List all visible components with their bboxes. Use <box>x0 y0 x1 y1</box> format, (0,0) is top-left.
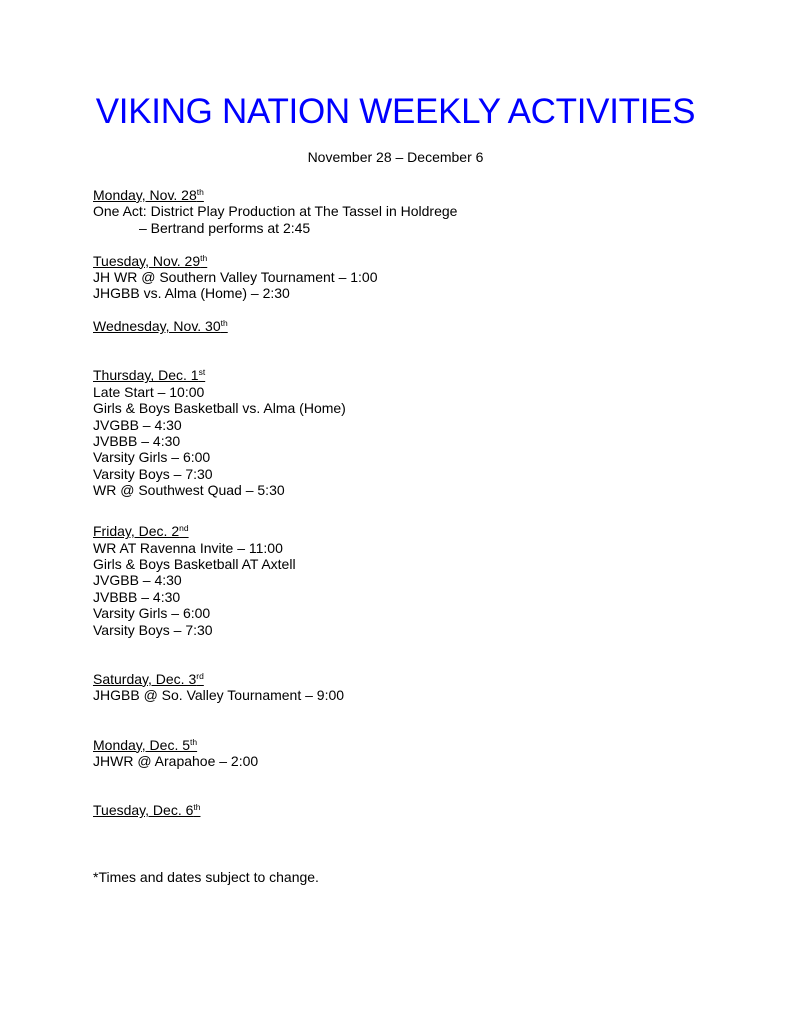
day-heading <box>93 523 189 539</box>
event-item: JVGBB – 4:30 <box>93 572 182 589</box>
day-section <box>93 737 753 770</box>
day-heading-text: Monday, Nov. 28 <box>93 187 197 203</box>
event-list <box>93 540 753 638</box>
day-heading-suffix: th <box>193 802 201 813</box>
day-section <box>93 367 753 498</box>
day-heading-text: Monday, Dec. 5 <box>93 736 191 753</box>
event-item: Late Start – 10:00 <box>93 383 205 400</box>
event-item: One Act: District Play Production at The Tassel in Holdrege <box>93 203 458 220</box>
event-list <box>93 384 753 499</box>
event-item: Varsity Girls – 6:00 <box>93 449 211 466</box>
day-heading-suffix: th <box>200 252 208 263</box>
day-heading-text: Tuesday, Nov. 29 <box>93 252 201 269</box>
day-heading <box>93 802 200 818</box>
day-section <box>93 671 753 704</box>
schedule <box>93 187 753 819</box>
event-item: JH WR @ Southern Valley Tournament – 1:00 <box>93 269 378 286</box>
day-heading-suffix: nd <box>179 523 189 534</box>
day-section <box>93 253 753 302</box>
event-item: Varsity Girls – 6:00 <box>93 605 211 622</box>
event-list <box>93 687 753 703</box>
event-list <box>93 753 753 769</box>
day-heading <box>93 671 204 687</box>
event-item: JHGBB vs. Alma (Home) – 2:30 <box>93 285 290 302</box>
day-section <box>93 318 753 334</box>
day-heading-suffix: th <box>190 736 198 747</box>
day-heading <box>93 318 228 334</box>
event-item: Varsity Boys – 7:30 <box>93 465 213 482</box>
event-list <box>93 203 753 236</box>
date-range: November 28 – December 6 <box>307 149 484 165</box>
page-title: VIKING NATION WEEKLY ACTIVITIES <box>95 92 696 131</box>
day-heading-suffix: st <box>198 367 206 378</box>
day-heading <box>93 367 205 383</box>
day-heading-text: Wednesday, Nov. 30 <box>93 318 221 335</box>
event-item: Girls & Boys Basketball AT Axtell <box>93 556 296 573</box>
day-heading-text: Friday, Dec. 2 <box>93 523 180 540</box>
day-heading-text: Saturday, Dec. 3 <box>93 670 197 687</box>
event-item: JVBBB – 4:30 <box>93 433 181 450</box>
event-item: WR AT Ravenna Invite – 11:00 <box>93 539 283 556</box>
event-item: JVBBB – 4:30 <box>93 588 181 605</box>
footnote: *Times and dates subject to change. <box>93 869 319 885</box>
day-heading-suffix: rd <box>196 670 204 681</box>
day-section <box>93 523 753 638</box>
day-section <box>93 187 753 236</box>
event-item: Girls & Boys Basketball vs. Alma (Home) <box>93 400 346 417</box>
day-heading-text: Thursday, Dec. 1 <box>93 367 199 384</box>
event-item: Varsity Boys – 7:30 <box>93 621 213 638</box>
day-heading <box>93 737 197 753</box>
day-heading-suffix: th <box>220 318 228 329</box>
event-item: WR @ Southwest Quad – 5:30 <box>93 482 285 499</box>
day-heading <box>93 187 204 203</box>
day-heading-text: Tuesday, Dec. 6 <box>93 802 194 819</box>
event-item: JVGBB – 4:30 <box>93 416 182 433</box>
event-list <box>93 269 753 302</box>
day-section <box>93 802 753 818</box>
event-item: – Bertrand performs at 2:45 <box>139 219 311 236</box>
event-item: JHGBB @ So. Valley Tournament – 9:00 <box>93 687 345 704</box>
event-item: JHWR @ Arapahoe – 2:00 <box>93 752 259 769</box>
day-heading <box>93 253 207 269</box>
day-heading-suffix: th <box>196 187 204 197</box>
